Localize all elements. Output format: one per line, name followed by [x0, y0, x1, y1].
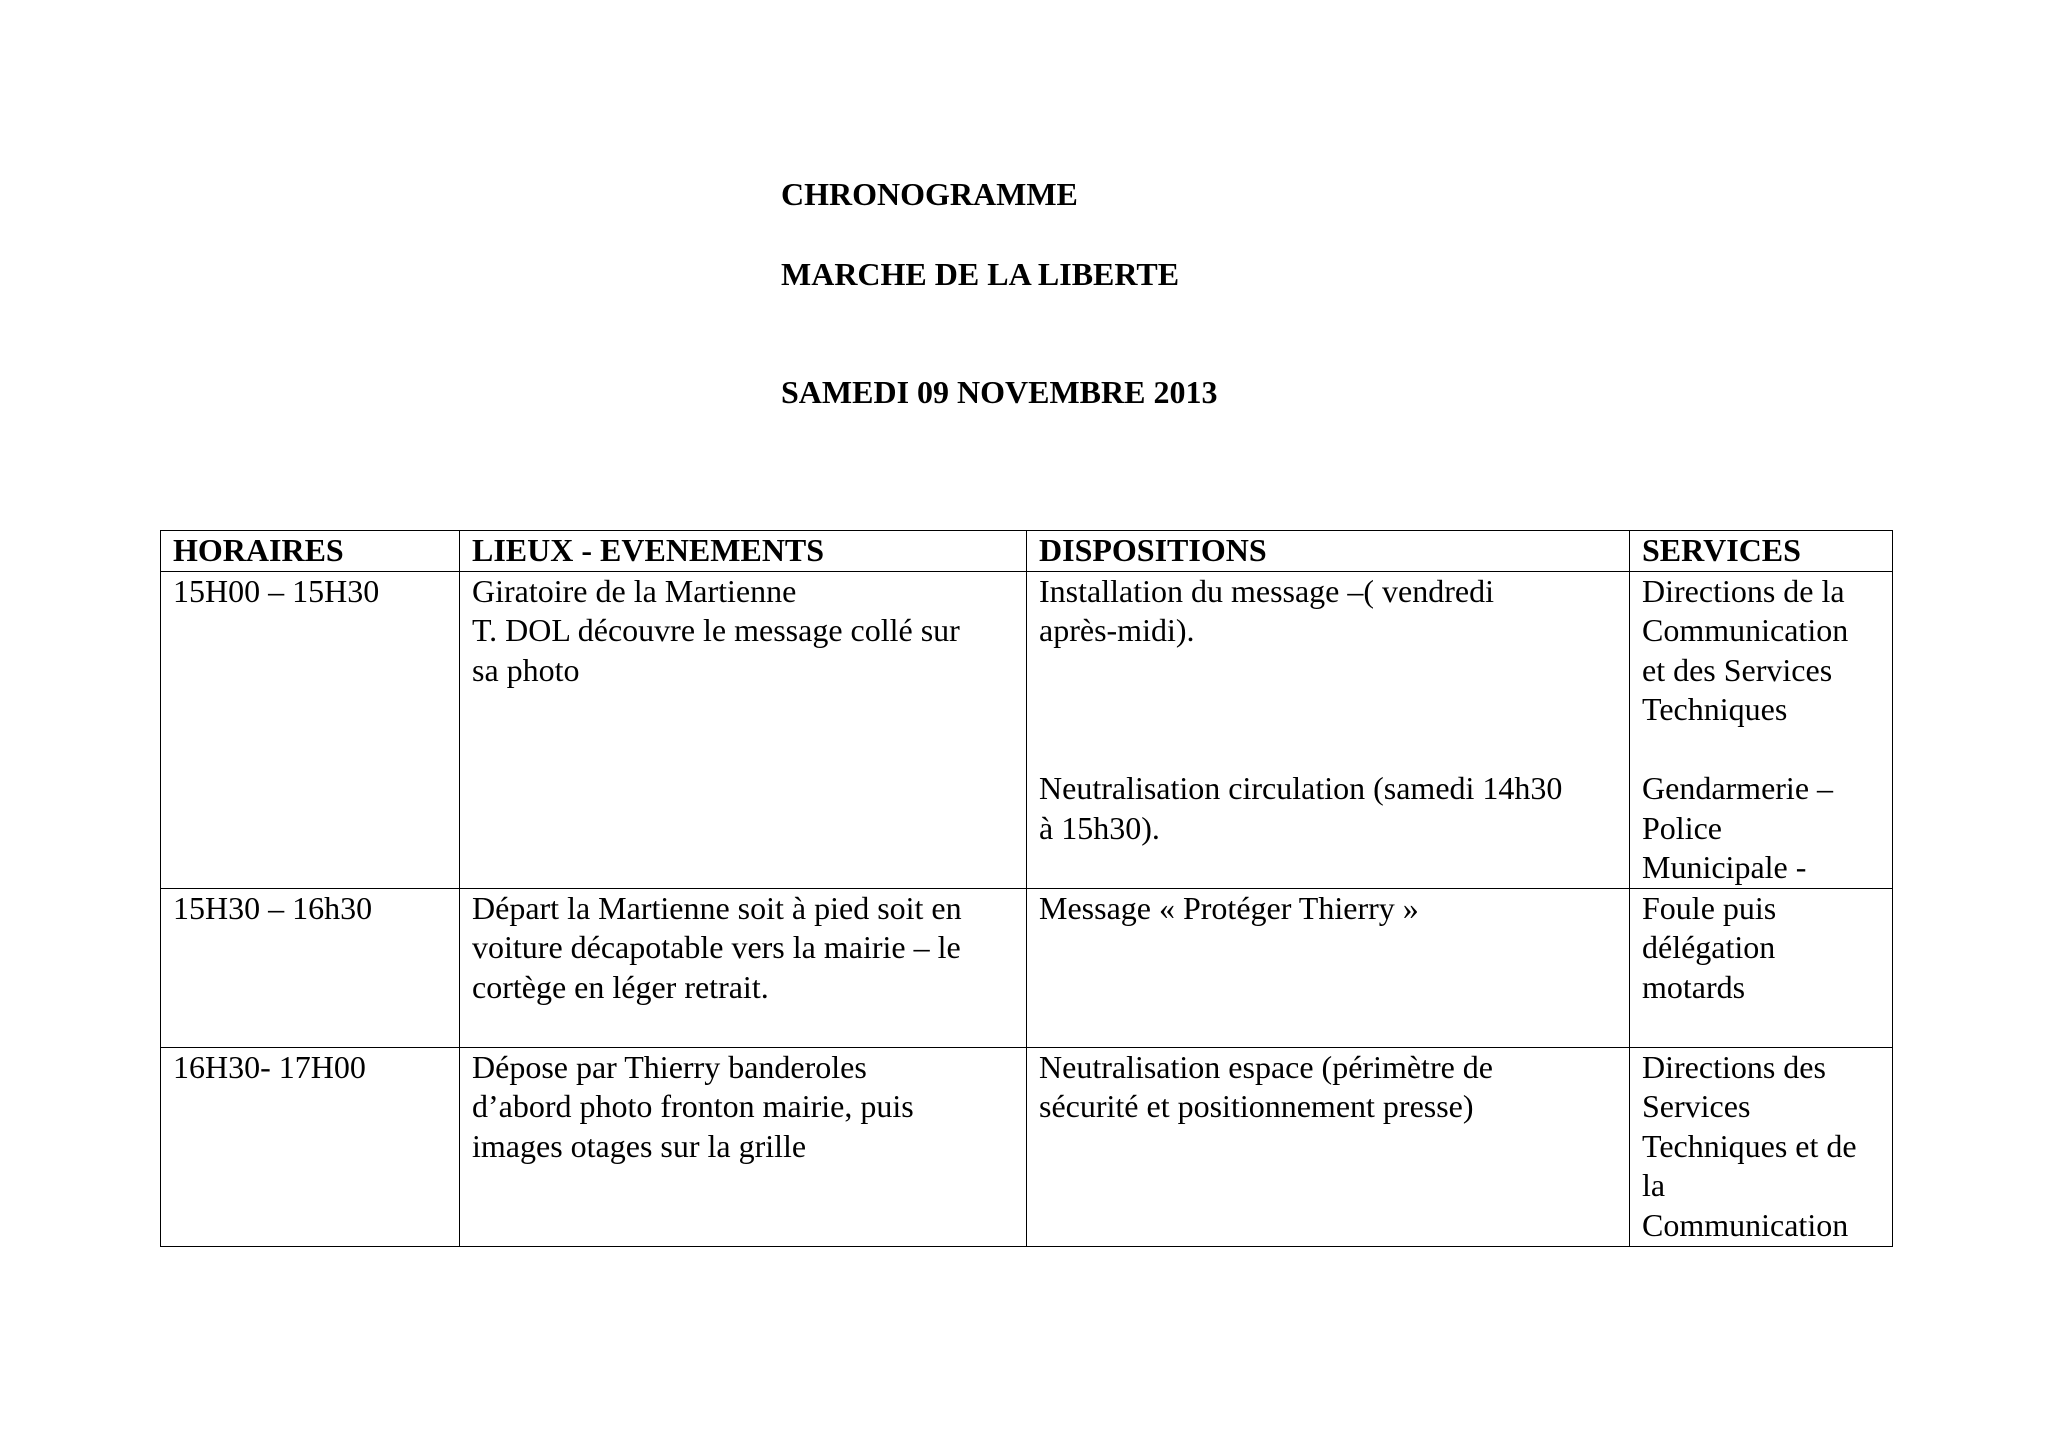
cell-dispositions [1027, 1047, 1630, 1246]
cell-dispositions [1027, 888, 1630, 1047]
cell-spacer [1039, 690, 1617, 730]
cell-lieux [460, 571, 1027, 888]
cell-lieux [460, 1047, 1027, 1246]
table-row [161, 888, 1893, 1047]
header-lieux-evenements: LIEUX - EVENEMENTS [460, 531, 1027, 572]
cell-services [1630, 1047, 1893, 1246]
cell-spacer [1039, 651, 1617, 691]
cell-line: Communication [1642, 612, 1849, 648]
cell-line: Gendarmerie – [1642, 770, 1834, 806]
cell-line: images otages sur la grille [472, 1127, 807, 1164]
cell-line: Giratoire de la Martienne [472, 572, 797, 609]
cell-line: sécurité et positionnement presse) [1039, 1088, 1474, 1124]
cell-line: Techniques et de [1642, 1127, 1857, 1164]
cell-line: Neutralisation espace (périmètre de [1039, 1048, 1493, 1085]
header-horaires: HORAIRES [161, 531, 460, 572]
cell-line: après-midi). [1039, 612, 1195, 648]
cell-line: voiture décapotable vers la mairie – le [472, 929, 961, 965]
document-title: CHRONOGRAMME [781, 176, 1078, 212]
cell-text: 15H00 – 15H30 [173, 572, 380, 609]
cell-line: Techniques [1642, 691, 1788, 727]
cell-line: Départ la Martienne soit à pied soit en [472, 889, 962, 926]
document-date: SAMEDI 09 NOVEMBRE 2013 [781, 374, 1218, 410]
table-header-row [161, 531, 1893, 572]
cell-line: Dépose par Thierry banderoles [472, 1048, 867, 1085]
cell-horaires [161, 1047, 460, 1246]
cell-line: Directions de la [1642, 572, 1845, 609]
cell-lieux [460, 888, 1027, 1047]
cell-line: Police [1642, 809, 1722, 846]
cell-horaires [161, 571, 460, 888]
chronogram-table [160, 530, 1893, 1247]
cell-horaires [161, 888, 460, 1047]
cell-line: Installation du message –( vendredi [1039, 572, 1494, 609]
cell-line: cortège en léger retrait. [472, 968, 769, 1005]
cell-text: 16H30- 17H00 [173, 1048, 366, 1085]
cell-line: Services [1642, 1088, 1751, 1124]
cell-line: T. DOL découvre le message collé sur [472, 612, 960, 648]
cell-dispositions [1027, 571, 1630, 888]
table-row [161, 1047, 1893, 1246]
cell-line: à 15h30). [1039, 809, 1160, 846]
header-services: SERVICES [1630, 531, 1893, 572]
cell-services [1630, 888, 1893, 1047]
cell-line: Municipale - [1642, 849, 1807, 885]
cell-line: et des Services [1642, 651, 1833, 688]
cell-spacer [1039, 730, 1617, 770]
cell-line: Communication [1642, 1206, 1849, 1243]
cell-line: Foule puis [1642, 889, 1777, 926]
cell-services [1630, 571, 1893, 888]
cell-line: délégation [1642, 929, 1776, 965]
cell-line: la [1642, 1167, 1666, 1203]
cell-text: 15H30 – 16h30 [173, 889, 373, 926]
header-dispositions: DISPOSITIONS [1027, 531, 1630, 572]
cell-spacer [1642, 730, 1880, 770]
cell-line: motards [1642, 968, 1746, 1005]
cell-line: Message « Protéger Thierry » [1039, 889, 1419, 926]
cell-line: Directions des [1642, 1048, 1826, 1085]
cell-line: Neutralisation circulation (samedi 14h30 [1039, 770, 1563, 806]
table-row [161, 571, 1893, 888]
cell-line: d’abord photo fronton mairie, puis [472, 1088, 914, 1124]
document-subtitle: MARCHE DE LA LIBERTE [781, 256, 1180, 292]
cell-line: sa photo [472, 651, 580, 688]
